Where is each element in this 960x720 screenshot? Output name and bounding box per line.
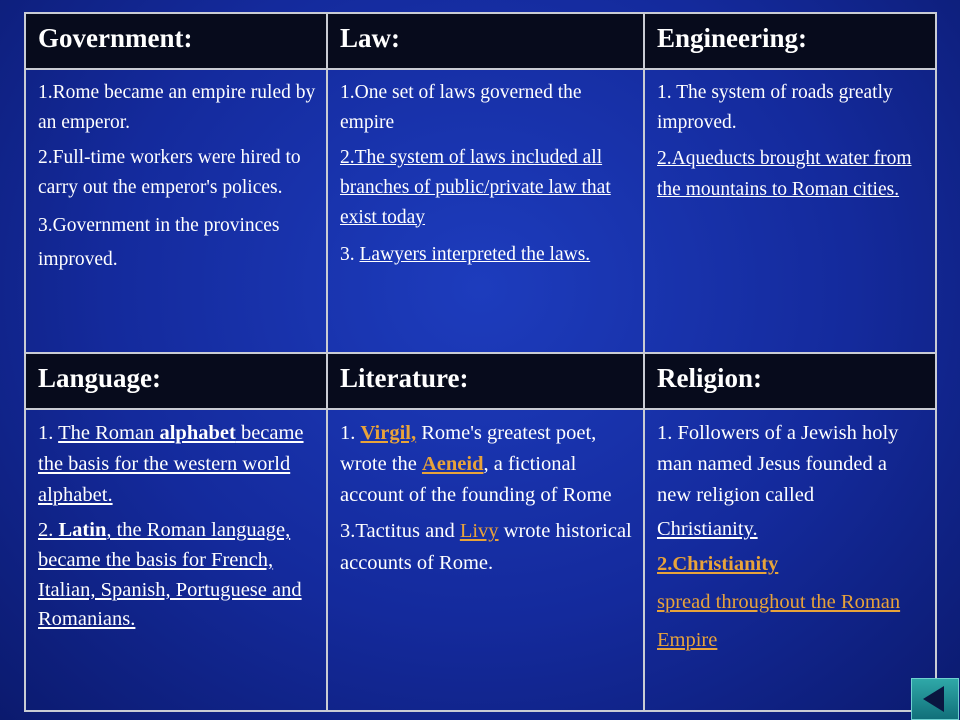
government-point-2: 2.Full-time workers were hired to carry out the emperor's polices.: [38, 147, 301, 198]
language-point-2: [38, 516, 316, 635]
header-literature: Literature:: [327, 353, 644, 409]
content-row-2: [25, 409, 936, 711]
law-point-3-link[interactable]: Lawyers interpreted the laws.: [359, 244, 591, 266]
header-law: Law:: [327, 13, 644, 69]
language-point-2-link[interactable]: , the Roman language, became the basis for French, Italian, Spanish, Portuguese and Romanians.: [38, 519, 302, 631]
aeneid-link[interactable]: Aeneid: [421, 452, 484, 475]
header-government: Government:: [25, 13, 327, 69]
government-cell: [25, 69, 327, 353]
livy-link[interactable]: Livy: [459, 520, 499, 543]
law-point-1: 1.One set of laws governed the empire: [340, 82, 582, 133]
language-point-2-latin[interactable]: Latin: [58, 519, 107, 542]
header-language: Language:: [25, 353, 327, 409]
header-row-2: [25, 353, 936, 409]
language-point-1-alphabet[interactable]: alphabet: [159, 422, 236, 444]
engineering-point-1: 1. The system of roads greatly improved.: [657, 82, 893, 133]
government-point-1: 1.Rome became an empire ruled by an emperor.: [38, 82, 316, 133]
civilization-table: [24, 12, 937, 712]
virgil-link[interactable]: Virgil,: [360, 422, 417, 444]
religion-point-2-link[interactable]: 2.Christianity: [657, 553, 779, 575]
header-row-1: [25, 13, 936, 69]
language-cell: [25, 409, 327, 711]
law-point-3-number: 3.: [340, 244, 360, 266]
law-point-2[interactable]: 2.The system of laws included all branches of public/private law that exist today: [340, 147, 611, 228]
language-point-1-link-a[interactable]: The Roman: [58, 422, 160, 444]
law-point-3: [340, 238, 633, 272]
literature-cell: [327, 409, 644, 711]
religion-cell: [644, 409, 936, 711]
literature-point-1-text-a: Rome's greatest poet, wrote the: [340, 422, 597, 475]
content-row-1: [25, 69, 936, 353]
header-engineering: Engineering:: [644, 13, 936, 69]
government-point-3: 3.Government in the provinces improved.: [38, 214, 280, 270]
engineering-point-2-link[interactable]: 2.Aqueducts brought water from the mountains to Roman cities.: [657, 148, 912, 201]
language-point-2-number[interactable]: 2.: [38, 519, 59, 542]
literature-point-2-text-b: wrote historical accounts of Rome.: [340, 520, 632, 575]
law-cell: [327, 69, 644, 353]
language-point-1: [38, 418, 316, 510]
literature-point-2-text-a: 3.Tactitus and: [340, 520, 460, 543]
back-arrow-icon: [912, 679, 958, 719]
religion-point-3-link[interactable]: spread throughout the Roman Empire: [657, 590, 901, 651]
engineering-cell: [644, 69, 936, 353]
literature-point-1-number: 1.: [340, 422, 361, 444]
literature-point-1-text-b: , a fictional account of the founding of Rome: [340, 452, 612, 506]
language-point-1-link-c[interactable]: became the basis for the western world alphabet.: [38, 422, 304, 506]
christianity-link[interactable]: Christianity.: [657, 518, 758, 541]
literature-point-2: [340, 516, 633, 580]
header-religion: Religion:: [644, 353, 936, 409]
literature-point-1: [340, 418, 633, 510]
language-point-1-number: 1.: [38, 422, 59, 444]
religion-point-1: 1. Followers of a Jewish holy man named Jesus founded a new religion called: [657, 422, 899, 506]
back-button[interactable]: [911, 678, 959, 720]
